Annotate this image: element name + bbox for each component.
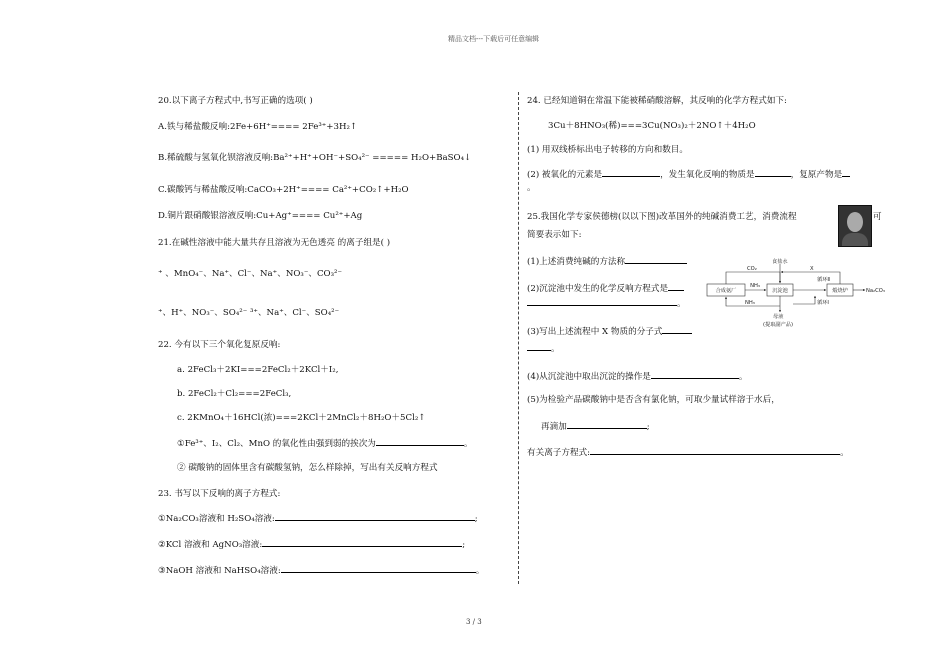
q23-item-2 — [158, 538, 465, 551]
q23-item-1-end: ; — [474, 514, 478, 524]
q22-part-1-end: 。 — [463, 439, 473, 449]
x-label: X — [810, 266, 814, 272]
q20-stem: 20.以下离子方程式中,书写正确的选项( ) — [158, 96, 313, 106]
answer-blank[interactable] — [602, 168, 660, 177]
q25-part-3-blank-line — [527, 342, 560, 355]
q25-part-1 — [527, 255, 687, 268]
column-divider — [518, 92, 519, 584]
q23-stem: 23. 书写以下反响的离子方程式: — [158, 489, 281, 499]
q25-part-7-text: 有关离子方程式: — [527, 448, 591, 458]
answer-blank[interactable] — [651, 370, 739, 379]
brine-label: 食盐水 — [772, 259, 788, 265]
q25-part-4-text: (4)从沉淀池中取出沉淀的操作是 — [527, 372, 651, 382]
q22-reaction-b: b. 2FeCl₂＋Cl₂===2FeCl₃, — [177, 389, 292, 399]
q22-part-2: ② 碳酸钠的固体里含有碳酸氢钠，怎么样除掉，写出有关反响方程式 — [177, 463, 438, 473]
answer-blank[interactable] — [376, 437, 464, 446]
settling-tank-label: 沉淀池 — [772, 288, 788, 294]
q21-option-b: ⁺、H⁺、NO₃⁻、SO₄²⁻ ³⁺、Na⁺、Cl⁻、SO₄²⁻ — [158, 308, 340, 318]
answer-blank[interactable] — [262, 538, 462, 547]
cycle-1-label: 循环Ⅰ — [817, 300, 829, 306]
q25-part-2 — [527, 282, 684, 295]
q25-part-5: (5)为检验产品碳酸钠中是否含有氯化钠，可取少量试样溶于水后， — [527, 395, 780, 405]
answer-blank[interactable] — [755, 168, 791, 177]
q25-part-3 — [527, 325, 692, 338]
q25-part-7-end: 。 — [840, 448, 849, 458]
q23-item-2-end: ; — [462, 540, 466, 550]
answer-blank[interactable] — [590, 446, 840, 455]
page-header: 精品文档---下载后可任意编辑 — [448, 35, 540, 43]
answer-blank[interactable] — [668, 282, 684, 291]
q23-item-1 — [158, 512, 478, 525]
answer-blank[interactable] — [281, 564, 476, 573]
q21-option-a: ⁺ 、MnO₄⁻、Na⁺、Cl⁻、Na⁺、NO₃⁻、CO₃²⁻ — [158, 269, 343, 279]
q24-equation: 3Cu＋8HNO₃(稀)===3Cu(NO₃)₂＋2NO↑＋4H₂O — [548, 121, 756, 131]
q20-option-d: D.铜片跟硝酸银溶液反响:Cu+Ag⁺==== Cu²⁺+Ag — [158, 211, 363, 221]
q22-stem: 22. 今有以下三个氧化复原反响: — [158, 340, 281, 350]
q23-item-3 — [158, 564, 484, 577]
q24-part-2-text-a: (2) 被氧化的元素是 — [527, 170, 603, 180]
portrait-photo — [838, 205, 872, 247]
q25-stem-end: 可 — [873, 212, 882, 222]
answer-blank[interactable] — [842, 168, 850, 177]
product-label: Na₂CO₃ — [866, 288, 885, 294]
q25-part-2-text: (2)沉淀池中发生的化学反响方程式是 — [527, 284, 669, 294]
synthesis-plant-label: 合成氨厂 — [715, 288, 737, 294]
q25-part-4 — [527, 370, 748, 383]
q25-part-3-text: (3)写出上述流程中 X 物质的分子式 — [527, 327, 663, 337]
q24-part-1: (1) 用双线桥标出电子转移的方向和数目。 — [527, 145, 688, 155]
cycle-2-label: 循环Ⅱ — [817, 277, 830, 283]
q23-item-3-end: 。 — [475, 566, 485, 576]
answer-blank[interactable] — [625, 255, 687, 264]
ammonia-label-top: NH₃ — [750, 283, 760, 289]
q20-option-c: C.碳酸钙与稀盐酸反响:CaCO₃+2H⁺==== Ca²⁺+CO₂↑+H₂O — [158, 185, 409, 195]
q25-part-1-text: (1)上述消费纯碱的方法称 — [527, 257, 626, 267]
q22-reaction-c: c. 2KMnO₄＋16HCl(浓)===2KCl＋2MnCl₂＋8H₂O＋5Cl₂↑ — [177, 413, 426, 423]
q23-item-3-text: ③NaOH 溶液和 NaHSO₄溶液: — [158, 566, 281, 576]
q23-item-1-text: ①Na₂CO₃溶液和 H₂SO₄溶液: — [158, 514, 275, 524]
q20-option-b: B.稀硫酸与氢氧化钡溶液反响:Ba²⁺+H⁺+OH⁻+SO₄²⁻ ===== H₂O+BaSO₄↓ — [158, 153, 472, 163]
co2-label: CO₂ — [747, 266, 757, 272]
q25-part-6 — [541, 420, 650, 433]
mother-liquor-label: 母液 — [773, 314, 784, 320]
q25-part-6-text: 再滴加 — [541, 422, 567, 432]
q22-part-1-text: ①Fe³⁺、I₂、Cl₂、MnO 的氧化性由强到弱的挨次为 — [177, 439, 376, 449]
answer-blank[interactable] — [527, 342, 551, 351]
page-number: 3 / 3 — [466, 618, 482, 626]
answer-blank[interactable] — [275, 512, 475, 521]
q22-reaction-a: a. 2FeCl₃＋2KI===2FeCl₂＋2KCl＋I₂, — [177, 365, 339, 375]
q25-stem-2: 简要表示如下: — [527, 230, 582, 240]
byproduct-label: (提取副产品) — [763, 322, 793, 328]
q23-item-2-text: ②KCl 溶液和 AgNO₃溶液: — [158, 540, 263, 550]
q25-stem: 25.我国化学专家侯德榜(以以下图)改革国外的纯碱消费工艺，消费流程 — [527, 212, 797, 222]
q24-part-2-text-b: ，发生氧化反响的物质是 — [660, 170, 755, 180]
q20-option-a: A.铁与稀盐酸反响:2Fe+6H⁺==== 2Fe³⁺+3H₂↑ — [158, 122, 358, 132]
q22-part-1 — [177, 437, 473, 450]
q21-stem: 21.在碱性溶液中能大量共存且溶液为无色透亮 的离子组是( ) — [158, 238, 391, 248]
calciner-label: 煅烧炉 — [832, 288, 848, 294]
ammonia-label-bottom: NH₃ — [745, 300, 755, 306]
q24-part-2 — [527, 168, 850, 181]
q25-part-3-end: 。 — [551, 344, 560, 354]
process-flow-diagram — [705, 258, 885, 330]
q24-stem: 24. 已经知道铜在常温下能被稀硝酸溶解，其反响的化学方程式如下: — [527, 96, 787, 106]
q25-part-4-end: 。 — [738, 372, 748, 382]
q25-part-6-end: ; — [646, 422, 650, 432]
q24-bullet: 。 — [527, 183, 536, 193]
q25-part-2-blank-line: 。 — [527, 297, 686, 310]
q24-part-2-text-c: ，复原产物是 — [790, 170, 843, 180]
answer-blank[interactable] — [527, 297, 677, 306]
answer-blank[interactable] — [567, 420, 647, 429]
answer-blank[interactable] — [662, 325, 692, 334]
q25-part-7 — [527, 446, 849, 459]
